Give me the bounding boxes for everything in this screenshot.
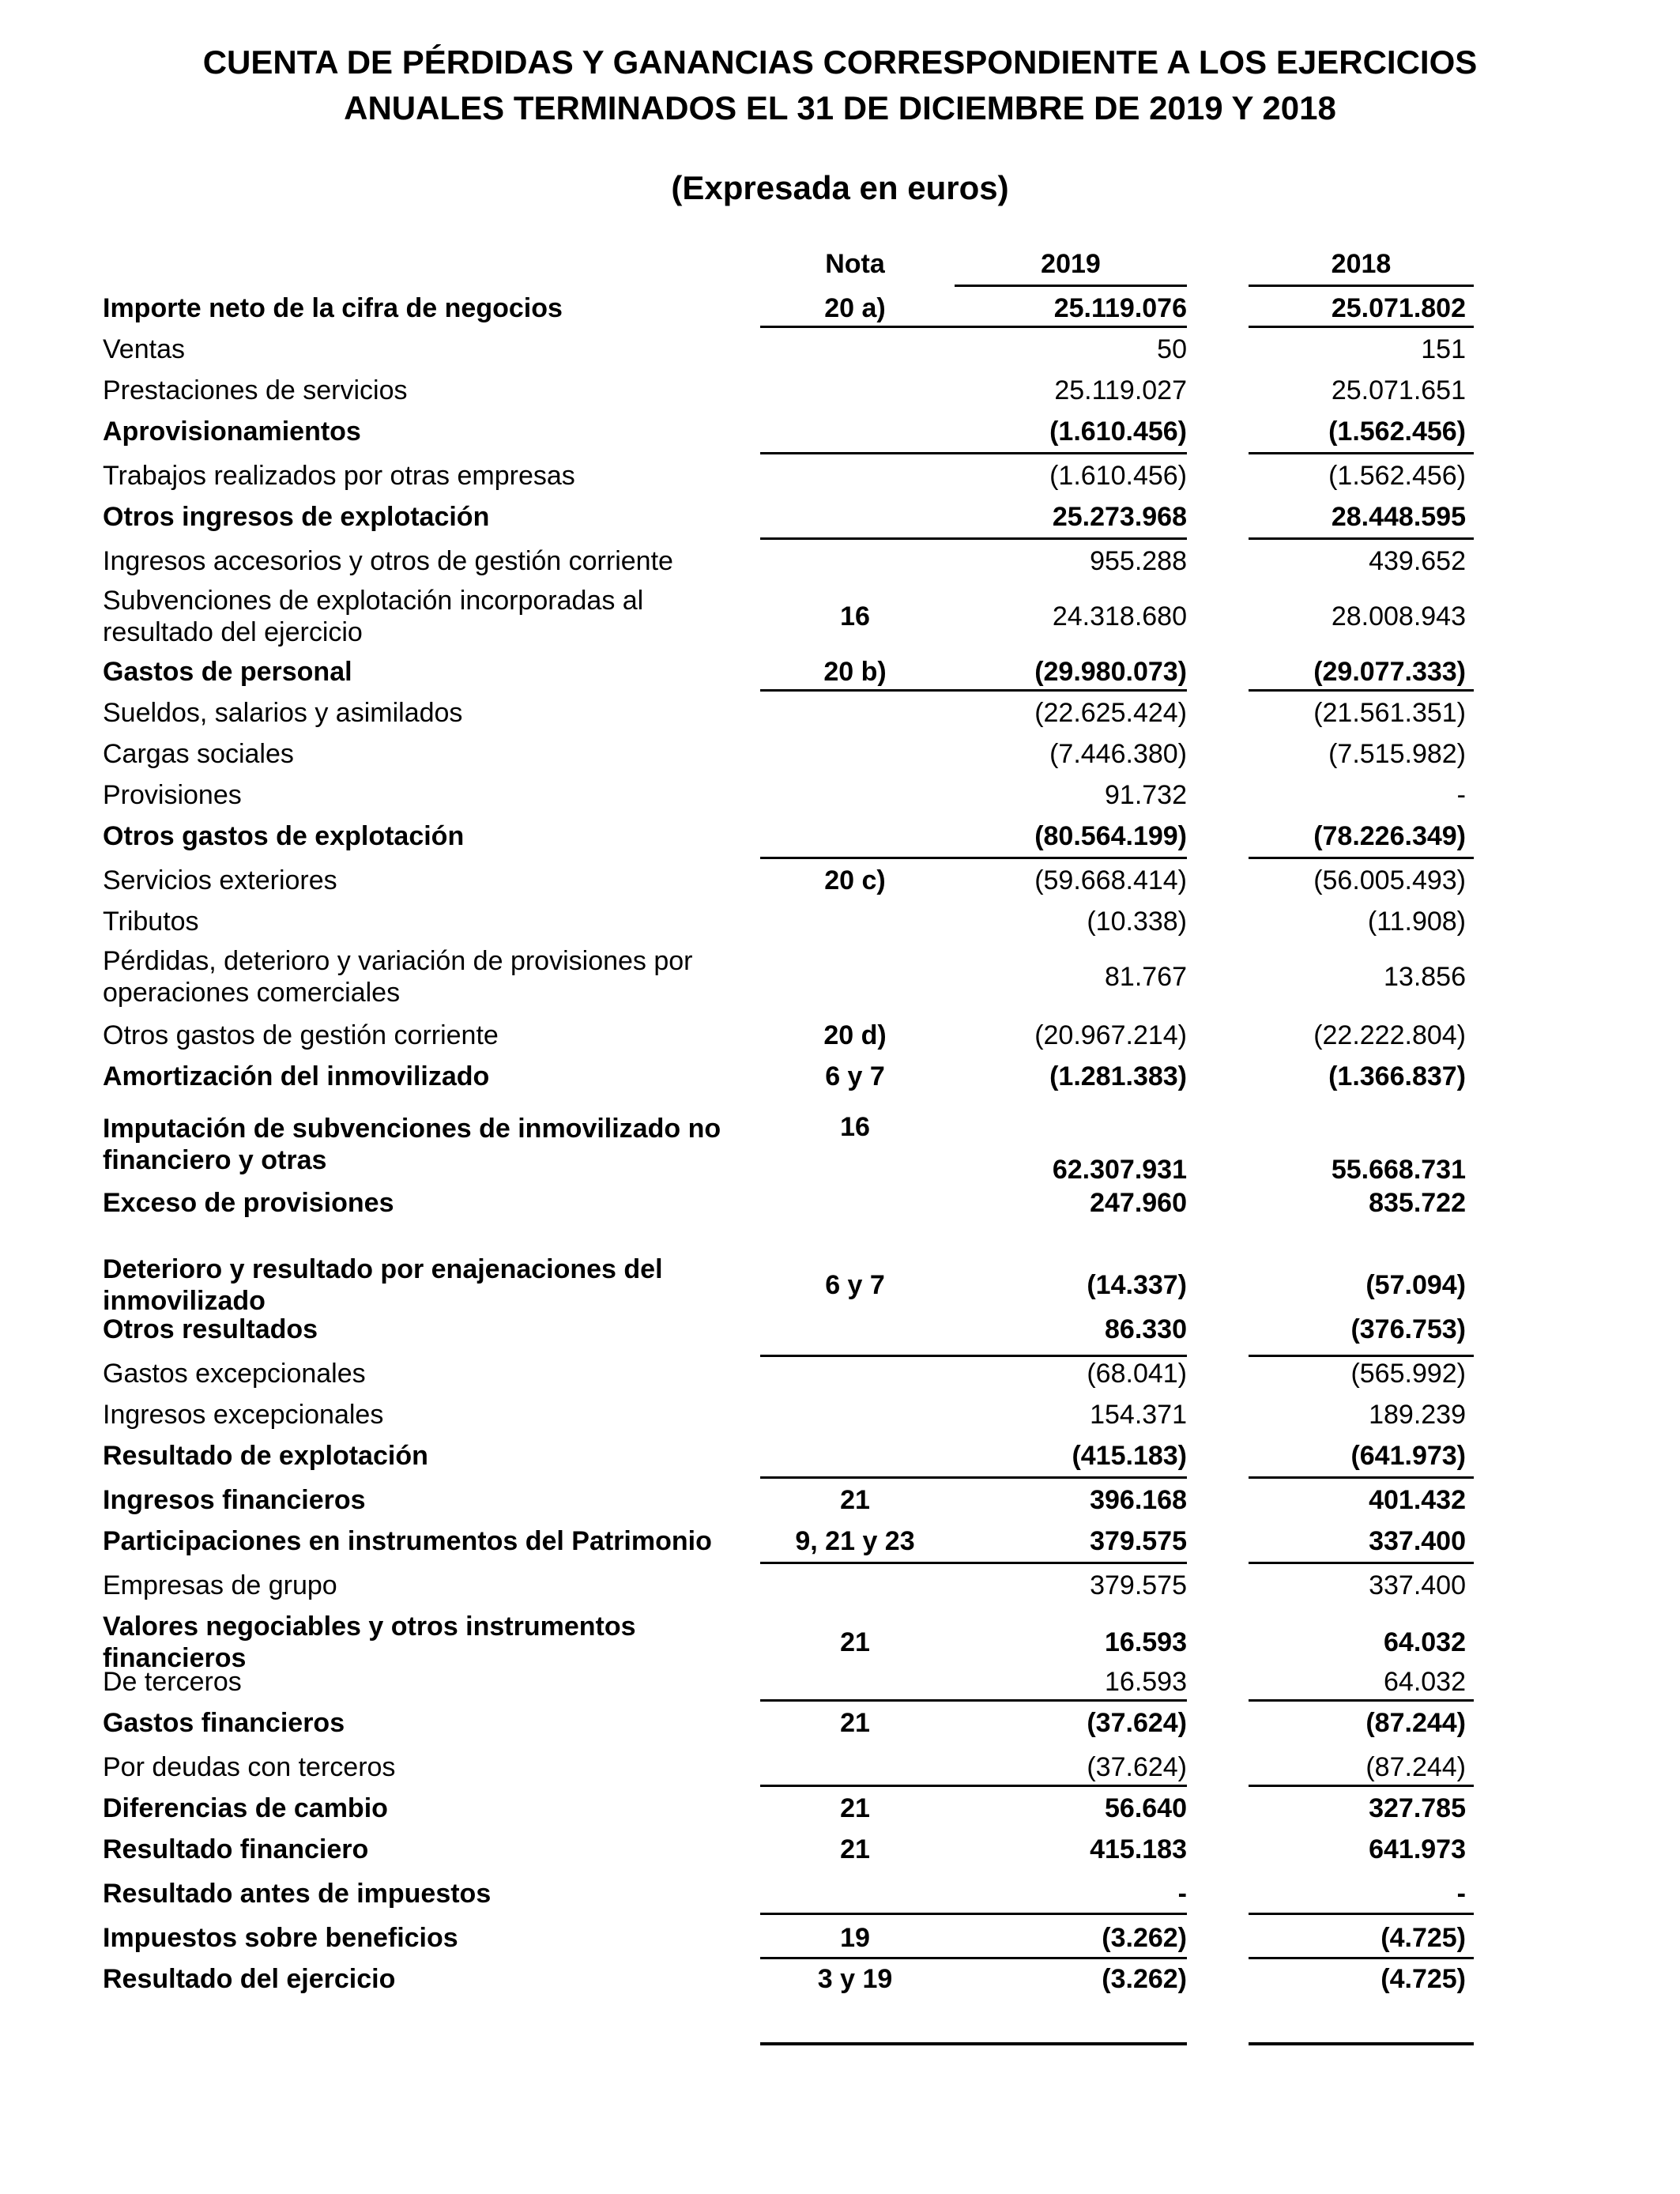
row-value-2019: 24.318.680 xyxy=(1052,601,1187,631)
table-row xyxy=(0,1706,1680,1740)
row-label: Resultado de explotación xyxy=(103,1441,428,1471)
table-row xyxy=(0,944,1680,1010)
row-label: Ingresos financieros xyxy=(103,1485,366,1515)
column-underline xyxy=(1249,857,1474,859)
row-value-2018: (1.562.456) xyxy=(1328,461,1466,491)
table-row xyxy=(0,904,1680,939)
row-label: Impuestos sobre beneficios xyxy=(103,1923,458,1953)
row-value-2018: (21.561.351) xyxy=(1313,698,1466,728)
row-nota: 9, 21 y 23 xyxy=(795,1526,915,1556)
row-value-2019: (80.564.199) xyxy=(1034,821,1187,851)
row-value-2019: 25.119.027 xyxy=(1054,375,1187,405)
row-value-2018: (7.515.982) xyxy=(1328,739,1466,769)
row-value-2019: 81.767 xyxy=(1105,962,1187,992)
row-value-2019: 56.640 xyxy=(1105,1793,1187,1823)
row-value-2019: 50 xyxy=(1157,334,1187,364)
row-label: Otros ingresos de explotación xyxy=(103,502,490,532)
column-underline xyxy=(1249,537,1474,540)
row-value-2018: (87.244) xyxy=(1365,1752,1466,1782)
table-row xyxy=(0,1312,1680,1347)
header-2019: 2019 xyxy=(1041,249,1101,279)
row-value-2018: 337.400 xyxy=(1369,1570,1466,1600)
row-value-2019: 25.119.076 xyxy=(1053,293,1187,323)
row-value-2019: 16.593 xyxy=(1105,1627,1187,1657)
row-value-2018: (56.005.493) xyxy=(1313,865,1466,895)
header-nota: Nota xyxy=(825,249,885,279)
table-row xyxy=(0,1921,1680,1955)
row-label: Ingresos excepcionales xyxy=(103,1400,384,1430)
table-row xyxy=(0,819,1680,854)
row-nota: 21 xyxy=(840,1485,870,1515)
row-value-2019: 25.273.968 xyxy=(1052,502,1187,532)
row-label: Sueldos, salarios y asimilados xyxy=(103,698,463,728)
row-nota: 16 xyxy=(840,1112,870,1142)
column-underline xyxy=(760,1957,1187,1959)
row-nota: 21 xyxy=(840,1834,870,1864)
column-underline xyxy=(1249,1913,1474,1915)
column-underline xyxy=(760,689,1187,692)
row-value-2019: 154.371 xyxy=(1090,1400,1187,1430)
row-value-2018: (87.244) xyxy=(1365,1708,1466,1738)
row-value-2018: 28.448.595 xyxy=(1331,502,1466,532)
subtitle: (Expresada en euros) xyxy=(671,169,1009,206)
row-label: Por deudas con terceros xyxy=(103,1752,396,1782)
row-value-2018: 64.032 xyxy=(1384,1627,1466,1657)
row-value-2019: (415.183) xyxy=(1072,1441,1187,1471)
row-value-2018: 439.652 xyxy=(1369,546,1466,576)
column-underline xyxy=(1249,452,1474,454)
table-row xyxy=(0,654,1680,689)
table-row xyxy=(0,778,1680,812)
table-row xyxy=(0,544,1680,579)
table-row xyxy=(0,1483,1680,1517)
row-label: Gastos excepcionales xyxy=(103,1359,366,1389)
row-value-2019: (1.610.456) xyxy=(1049,461,1187,491)
row-label: Subvenciones de explotación incorporadas al resultado del ejercicio xyxy=(103,586,644,647)
row-value-2019: (20.967.214) xyxy=(1034,1020,1187,1050)
column-underline xyxy=(1249,689,1474,692)
row-value-2019: (37.624) xyxy=(1087,1752,1187,1782)
row-label: Cargas sociales xyxy=(103,739,294,769)
row-value-2018: - xyxy=(1456,780,1466,810)
table-row xyxy=(0,583,1680,650)
row-label: Aprovisionamientos xyxy=(103,417,361,447)
row-nota: 21 xyxy=(840,1708,870,1738)
table-row xyxy=(0,1186,1680,1220)
row-nota: 6 y 7 xyxy=(825,1270,885,1300)
table-row xyxy=(0,373,1680,408)
row-label: Otros gastos de gestión corriente xyxy=(103,1020,499,1050)
row-nota: 21 xyxy=(840,1627,870,1657)
table-row xyxy=(0,1018,1680,1053)
column-underline xyxy=(760,1355,1187,1357)
column-underline xyxy=(760,2042,1187,2045)
row-value-2018: (4.725) xyxy=(1381,1923,1466,1953)
row-nota: 16 xyxy=(840,601,870,631)
row-value-2019: 955.288 xyxy=(1090,546,1187,576)
row-value-2019: 247.960 xyxy=(1090,1188,1187,1218)
table-row xyxy=(0,458,1680,493)
row-nota: 21 xyxy=(840,1793,870,1823)
row-value-2018: 835.722 xyxy=(1369,1188,1466,1218)
row-label: Resultado antes de impuestos xyxy=(103,1879,492,1909)
row-value-2019: (1.610.456) xyxy=(1049,417,1187,447)
row-value-2019: (10.338) xyxy=(1087,907,1187,937)
row-nota: 19 xyxy=(840,1923,870,1953)
row-value-2018: (1.366.837) xyxy=(1328,1061,1466,1091)
row-label: Provisiones xyxy=(103,780,242,810)
column-underline xyxy=(1249,1476,1474,1479)
row-value-2018: 337.400 xyxy=(1369,1526,1466,1556)
row-value-2018: (29.077.333) xyxy=(1313,657,1466,687)
row-value-2018: 64.032 xyxy=(1384,1667,1466,1697)
column-underline xyxy=(760,1476,1187,1479)
row-label: Otros resultados xyxy=(103,1314,318,1344)
row-value-2019: (1.281.383) xyxy=(1049,1061,1187,1091)
row-value-2019: 379.575 xyxy=(1090,1526,1187,1556)
row-value-2019: (59.668.414) xyxy=(1034,865,1187,895)
row-value-2018: (1.562.456) xyxy=(1328,417,1466,447)
column-underline xyxy=(760,1785,1187,1787)
table-row xyxy=(0,332,1680,367)
row-value-2019: 415.183 xyxy=(1090,1834,1187,1864)
row-label: Tributos xyxy=(103,907,199,937)
table-row xyxy=(0,1791,1680,1826)
row-nota: 20 d) xyxy=(823,1020,887,1050)
table-row xyxy=(0,1397,1680,1432)
column-underline xyxy=(760,857,1187,859)
row-value-2018: (641.973) xyxy=(1350,1441,1466,1471)
row-label: De terceros xyxy=(103,1667,242,1697)
row-nota: 20 b) xyxy=(823,657,887,687)
row-value-2019: 396.168 xyxy=(1090,1485,1187,1515)
row-nota: 20 a) xyxy=(824,293,886,323)
row-value-2019: 86.330 xyxy=(1105,1314,1187,1344)
row-value-2018: (376.753) xyxy=(1350,1314,1466,1344)
row-value-2018: (78.226.349) xyxy=(1313,821,1466,851)
row-value-2019: 91.732 xyxy=(1105,780,1187,810)
row-value-2019: (3.262) xyxy=(1102,1964,1187,1994)
row-value-2018: 327.785 xyxy=(1369,1793,1466,1823)
column-underline xyxy=(760,326,1187,328)
row-value-2019: 16.593 xyxy=(1105,1667,1187,1697)
table-row xyxy=(0,737,1680,771)
row-value-2018: 28.008.943 xyxy=(1331,601,1466,631)
row-label: Pérdidas, deterioro y variación de provisiones por operaciones comerciales xyxy=(103,946,693,1008)
row-value-2019: (7.446.380) xyxy=(1049,739,1187,769)
row-value-2019: (68.041) xyxy=(1087,1359,1187,1389)
row-label: Deterioro y resultado por enajenaciones del inmovilizado xyxy=(103,1254,663,1316)
row-value-2019: - xyxy=(1177,1879,1187,1909)
table-row xyxy=(0,863,1680,898)
row-value-2018: (57.094) xyxy=(1365,1270,1466,1300)
row-value-2019: 379.575 xyxy=(1090,1570,1187,1600)
row-label: Empresas de grupo xyxy=(103,1570,337,1600)
row-label: Gastos financieros xyxy=(103,1708,345,1738)
row-value-2019: (14.337) xyxy=(1087,1270,1187,1300)
row-label: Gastos de personal xyxy=(103,657,352,687)
column-underline xyxy=(760,537,1187,540)
row-value-2019: 62.307.931 xyxy=(1052,1155,1187,1185)
column-underline xyxy=(955,285,1187,287)
table-row xyxy=(0,1962,1680,1996)
column-underline xyxy=(1249,1699,1474,1702)
header-2018: 2018 xyxy=(1331,249,1392,279)
row-value-2019: (22.625.424) xyxy=(1034,698,1187,728)
row-label: Ventas xyxy=(103,334,185,364)
row-label: Servicios exteriores xyxy=(103,865,337,895)
column-underline xyxy=(1249,2042,1474,2045)
table-row xyxy=(0,696,1680,730)
row-label: Valores negociables y otros instrumentos financieros xyxy=(103,1612,636,1673)
row-label: Participaciones en instrumentos del Patrimonio xyxy=(103,1526,712,1556)
row-label: Importe neto de la cifra de negocios xyxy=(103,293,563,323)
row-nota: 6 y 7 xyxy=(825,1061,885,1091)
title-line-2: ANUALES TERMINADOS EL 31 DE DICIEMBRE DE 2019 Y 2018 xyxy=(344,89,1336,126)
row-value-2019: (29.980.073) xyxy=(1034,657,1187,687)
row-label: Resultado del ejercicio xyxy=(103,1964,396,1994)
table-row xyxy=(0,1524,1680,1559)
row-value-2018: 641.973 xyxy=(1369,1834,1466,1864)
row-value-2018: (22.222.804) xyxy=(1313,1020,1466,1050)
row-value-2018: (11.908) xyxy=(1367,907,1466,937)
row-label: Otros gastos de explotación xyxy=(103,821,465,851)
row-value-2018: 13.856 xyxy=(1384,962,1466,992)
table-row xyxy=(0,1059,1680,1094)
column-underline xyxy=(760,452,1187,454)
column-underline xyxy=(760,1913,1187,1915)
row-value-2018: 401.432 xyxy=(1369,1485,1466,1515)
row-nota: 20 c) xyxy=(824,865,886,895)
row-value-2018: 189.239 xyxy=(1369,1400,1466,1430)
table-row xyxy=(0,1103,1680,1186)
table-row xyxy=(0,1876,1680,1911)
column-underline xyxy=(1249,1562,1474,1564)
table-row xyxy=(0,1664,1680,1699)
column-underline xyxy=(760,1699,1187,1702)
row-nota: 3 y 19 xyxy=(817,1964,893,1994)
row-value-2018: (4.725) xyxy=(1381,1964,1466,1994)
row-value-2018: 55.668.731 xyxy=(1331,1155,1466,1185)
title-line-1: CUENTA DE PÉRDIDAS Y GANANCIAS CORRESPONDIENTE A LOS EJERCICIOS xyxy=(202,43,1478,81)
table-row xyxy=(0,1356,1680,1391)
column-underline xyxy=(1249,1785,1474,1787)
column-underline xyxy=(1249,1355,1474,1357)
table-row xyxy=(0,499,1680,534)
row-value-2019: (3.262) xyxy=(1102,1923,1187,1953)
row-value-2018: 151 xyxy=(1421,334,1466,364)
row-label: Imputación de subvenciones de inmovilizado no financiero y otras xyxy=(103,1114,721,1175)
table-row xyxy=(0,1568,1680,1603)
table-row xyxy=(0,1750,1680,1785)
column-underline xyxy=(1249,326,1474,328)
table-row xyxy=(0,1438,1680,1473)
row-label: Ingresos accesorios y otros de gestión corriente xyxy=(103,546,673,576)
row-label: Resultado financiero xyxy=(103,1834,369,1864)
column-underline xyxy=(1249,285,1474,287)
table-row xyxy=(0,414,1680,449)
row-value-2018: (565.992) xyxy=(1350,1359,1466,1389)
row-label: Exceso de provisiones xyxy=(103,1188,394,1218)
row-value-2018: 25.071.802 xyxy=(1331,293,1466,323)
row-label: Prestaciones de servicios xyxy=(103,375,408,405)
row-value-2018: - xyxy=(1456,1879,1466,1909)
column-underline xyxy=(760,1562,1187,1564)
table-row xyxy=(0,1832,1680,1867)
row-label: Diferencias de cambio xyxy=(103,1793,388,1823)
column-underline xyxy=(1249,1957,1474,1959)
row-label: Amortización del inmovilizado xyxy=(103,1061,490,1091)
row-value-2019: (37.624) xyxy=(1087,1708,1187,1738)
row-label: Trabajos realizados por otras empresas xyxy=(103,461,575,491)
row-value-2018: 25.071.651 xyxy=(1331,375,1466,405)
table-row xyxy=(0,291,1680,326)
